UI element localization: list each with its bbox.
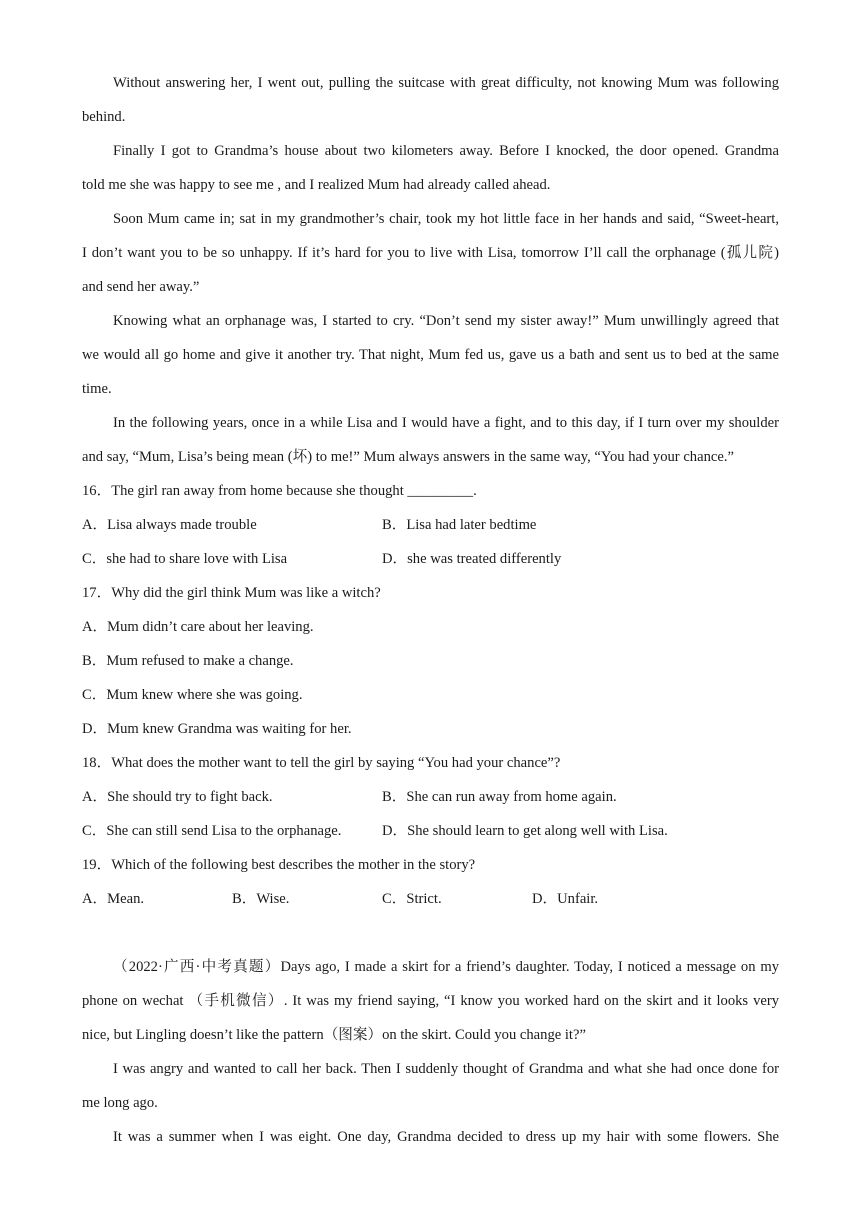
option-c: C．she had to share love with Lisa bbox=[82, 551, 288, 567]
paragraph-line: nice, but Lingling doesn’t like the pattern（图案）on the skirt. Could you change it?” bbox=[82, 1027, 586, 1043]
question-16-options-row-2 bbox=[82, 542, 779, 576]
paragraph-line: Knowing what an orphanage was, I started to cry. “Don’t send my sister away!” Mum unwillingly agreed that bbox=[113, 313, 779, 329]
option-b: B．Lisa had later bedtime bbox=[382, 517, 537, 533]
spacer bbox=[82, 916, 779, 950]
paragraph-line: told me she was happy to see me , and I realized Mum had already called ahead. bbox=[82, 177, 551, 193]
option-d: D．Mum knew Grandma was waiting for her. bbox=[82, 721, 352, 737]
option-b: B．Mum refused to make a change. bbox=[82, 653, 294, 669]
question-18-options-row-1 bbox=[82, 780, 779, 814]
question-19-stem: 19．Which of the following best describes the mother in the story? bbox=[82, 857, 476, 873]
paragraph-line: phone on wechat （手机微信）. It was my friend saying, “I know you worked hard on the skirt and it looks very bbox=[82, 993, 779, 1009]
option-a: A．She should try to fight back. bbox=[82, 789, 273, 805]
paragraph-line: behind. bbox=[82, 109, 126, 125]
question-18-options-row-2 bbox=[82, 814, 779, 848]
paragraph-line: I don’t want you to be so unhappy. If it’s hard for you to live with Lisa, tomorrow I’ll call the orphanage (孤儿院) bbox=[82, 245, 779, 261]
option-b: B．Wise. bbox=[232, 891, 290, 907]
document-page bbox=[82, 66, 779, 1154]
option-b: B．She can run away from home again. bbox=[382, 789, 617, 805]
option-a: A．Mean. bbox=[82, 891, 145, 907]
question-16-options-row-1 bbox=[82, 508, 779, 542]
paragraph-line: and say, “Mum, Lisa’s being mean (坏) to me!” Mum always answers in the same way, “You had your chance.” bbox=[82, 449, 734, 465]
option-d: D．she was treated differently bbox=[382, 551, 562, 567]
paragraph-line: time. bbox=[82, 381, 112, 397]
question-19-options-row bbox=[82, 882, 779, 916]
paragraph-line: I was angry and wanted to call her back. Then I suddenly thought of Grandma and what she had once done for bbox=[113, 1061, 779, 1077]
option-d: D．She should learn to get along well with Lisa. bbox=[382, 823, 668, 839]
option-c: C．Mum knew where she was going. bbox=[82, 687, 303, 703]
paragraph-line: Without answering her, I went out, pulling the suitcase with great difficulty, not knowing Mum was following bbox=[113, 75, 779, 91]
question-16-stem: 16．The girl ran away from home because she thought _________. bbox=[82, 483, 477, 499]
paragraph-line: In the following years, once in a while Lisa and I would have a fight, and to this day, if I turn over my shoulder bbox=[113, 415, 779, 431]
option-c: C．She can still send Lisa to the orphanage. bbox=[82, 823, 342, 839]
paragraph-line: Soon Mum came in; sat in my grandmother’s chair, took my hot little face in her hands and said, “Sweet-heart, bbox=[113, 211, 779, 227]
question-18-stem: 18．What does the mother want to tell the girl by saying “You had your chance”? bbox=[82, 755, 561, 771]
option-c: C．Strict. bbox=[382, 891, 442, 907]
paragraph-line: Finally I got to Grandma’s house about two kilometers away. Before I knocked, the door opened. Grandma bbox=[113, 143, 779, 159]
paragraph-line: It was a summer when I was eight. One day, Grandma decided to dress up my hair with some flowers. She bbox=[113, 1129, 779, 1145]
paragraph-line: me long ago. bbox=[82, 1095, 158, 1111]
option-d: D．Unfair. bbox=[532, 891, 599, 907]
option-a: A．Lisa always made trouble bbox=[82, 517, 257, 533]
paragraph-line: we would all go home and give it another try. That night, Mum fed us, gave us a bath and sent us to bed at the same bbox=[82, 347, 779, 363]
paragraph-line: and send her away.” bbox=[82, 279, 200, 295]
paragraph-line: （2022·广西·中考真题）Days ago, I made a skirt for a friend’s daughter. Today, I noticed a message on my bbox=[113, 959, 779, 975]
option-a: A．Mum didn’t care about her leaving. bbox=[82, 619, 314, 635]
question-17-stem: 17．Why did the girl think Mum was like a witch? bbox=[82, 585, 381, 601]
